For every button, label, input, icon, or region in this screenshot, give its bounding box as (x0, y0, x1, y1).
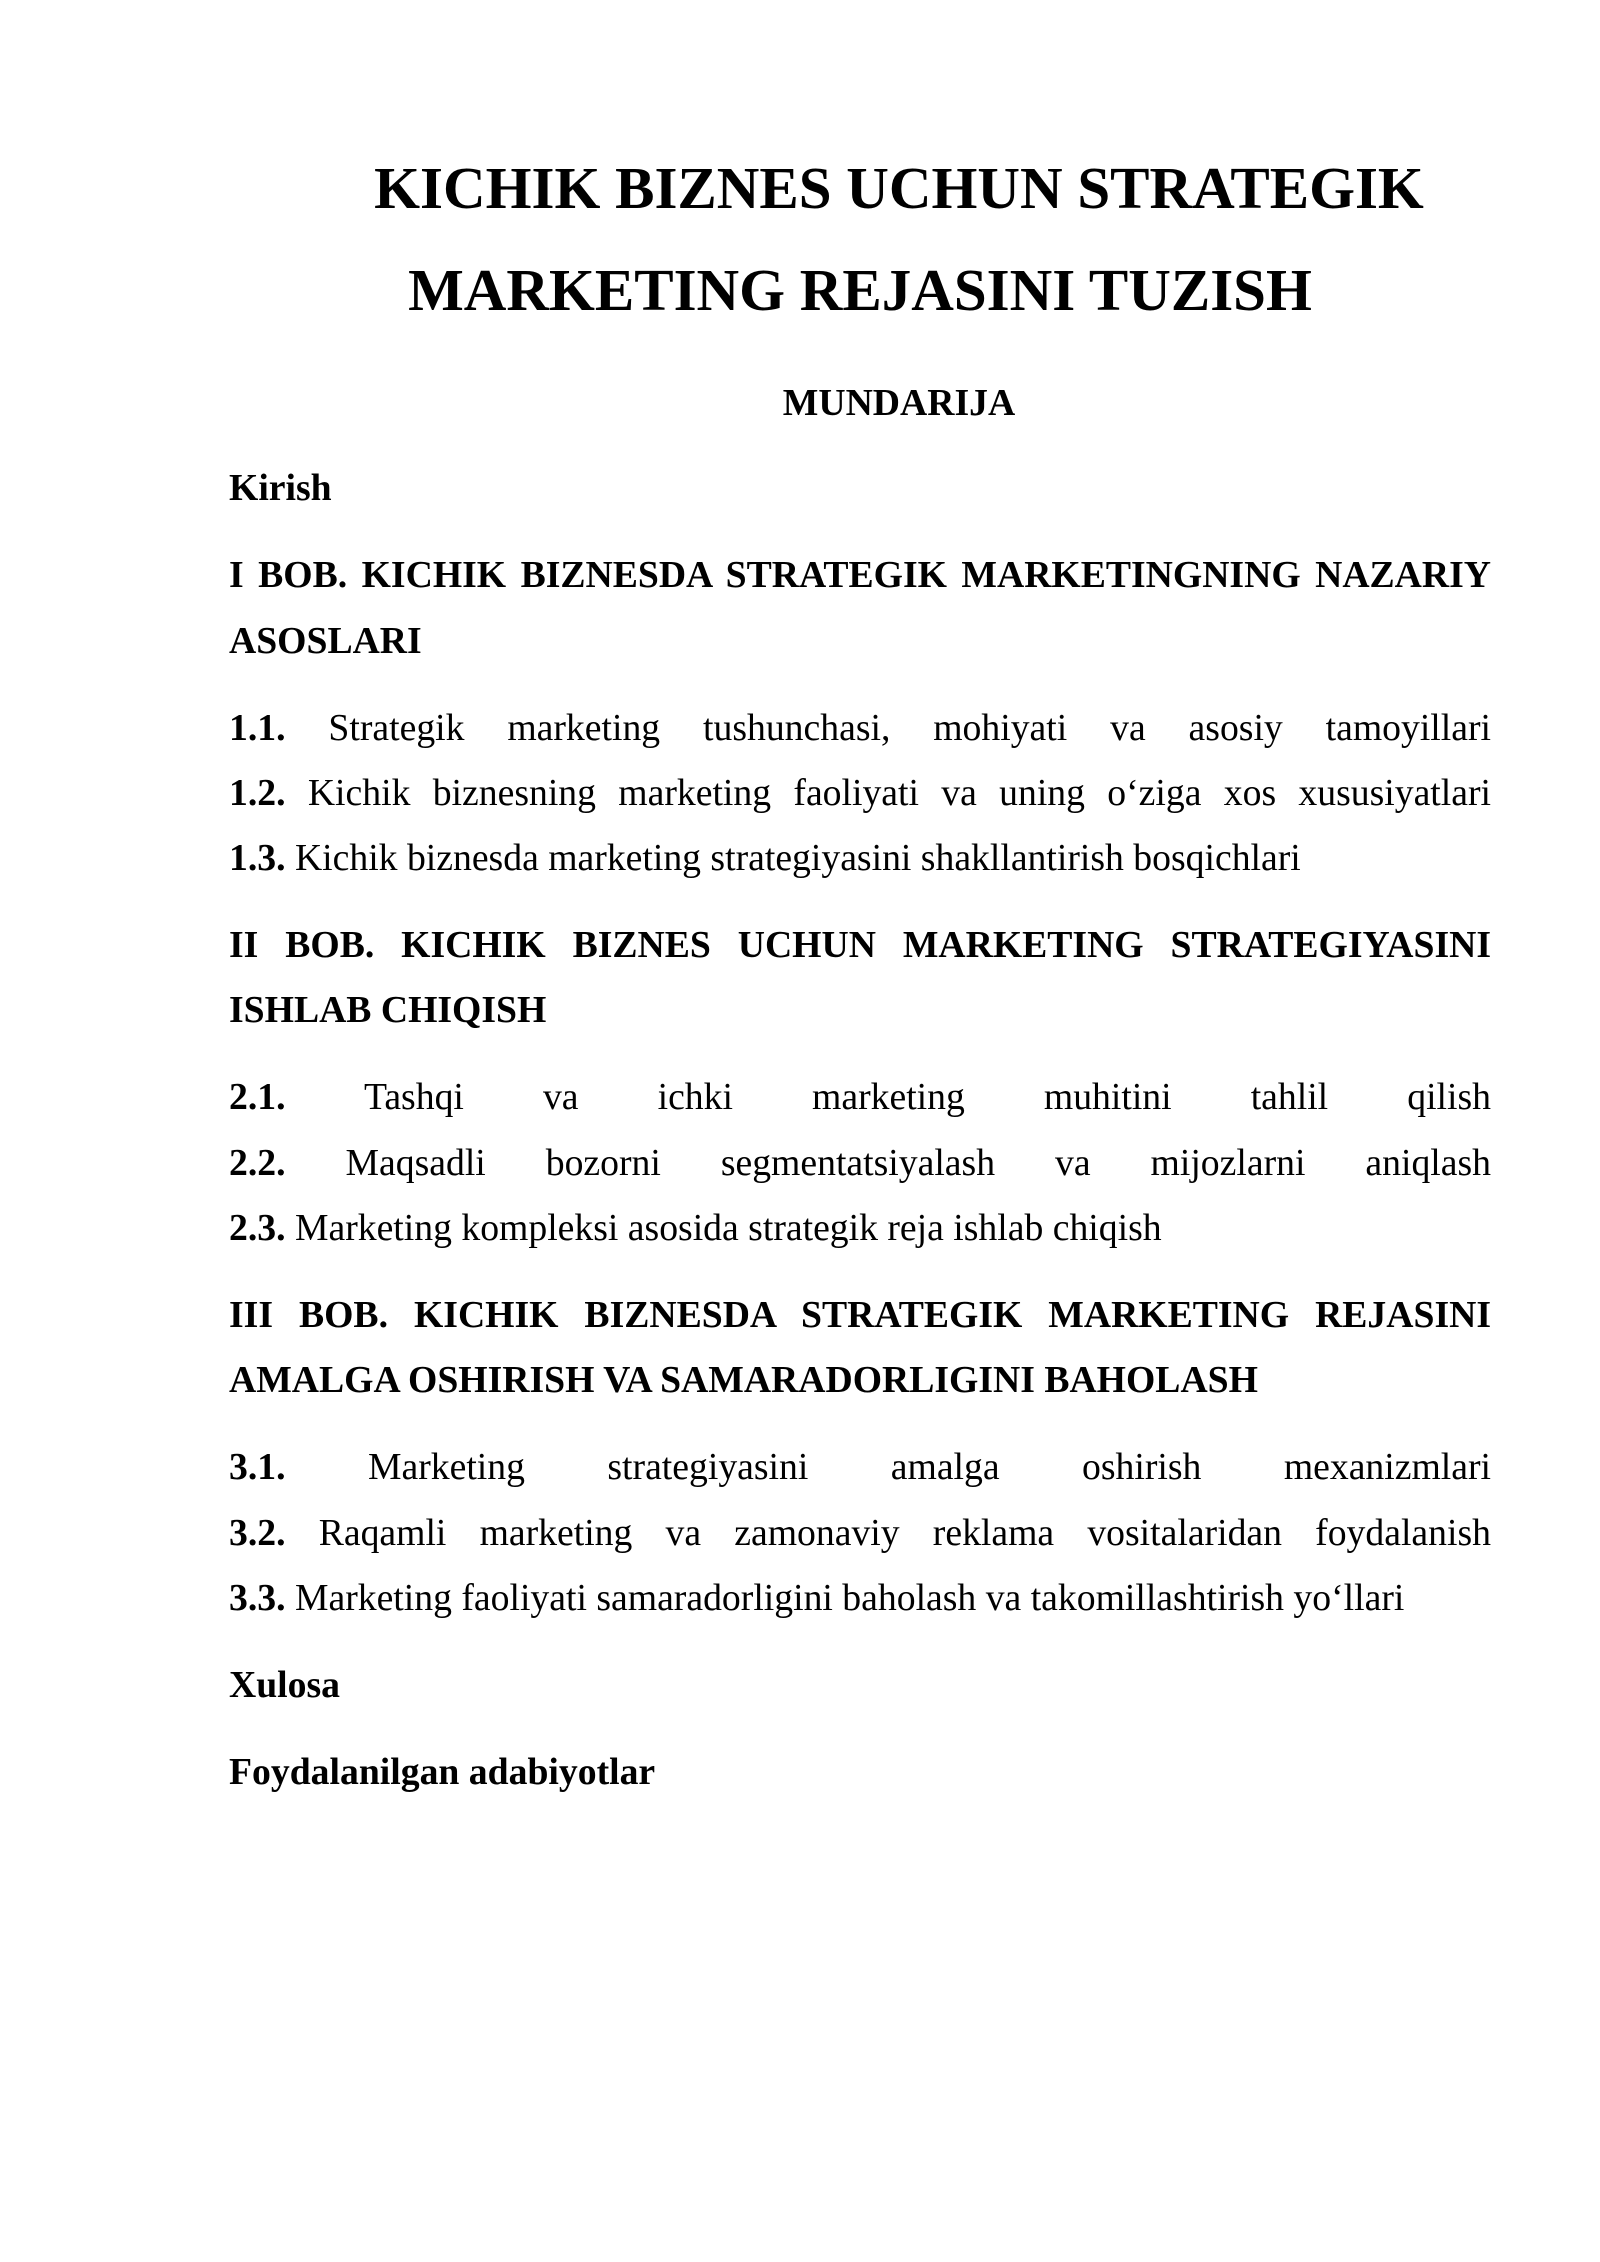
section-number: 1.1. (229, 706, 286, 749)
chapter-heading-3 (229, 1283, 1491, 1414)
toc-entry-conclusion: Xulosa (229, 1663, 341, 1706)
chapter-sections-3 (229, 1435, 1491, 1631)
toc-entry-section (229, 1501, 1491, 1566)
toc-entry-references: Foydalanilgan adabiyotlar (229, 1750, 656, 1793)
section-number: 3.2. (229, 1511, 286, 1554)
toc-entry-intro: Kirish (229, 467, 332, 510)
chapter-heading-line: ISHLAB CHIQISH (229, 989, 547, 1032)
chapter-sections-1 (229, 696, 1491, 892)
chapter-heading-line: I BOB. KICHIK BIZNESDA STRATEGIK MARKETINGNING NAZARIY (229, 554, 1491, 597)
toc-entry-section (229, 696, 1491, 761)
section-title: Maqsadli bozorni segmentatsiyalash va mijozlarni aniqlash (345, 1141, 1491, 1184)
section-number: 3.1. (229, 1446, 286, 1489)
document-title: KICHIK BIZNES UCHUN STRATEGIK MARKETING REJASINI TUZISH (374, 155, 1424, 323)
section-title: Marketing faoliyati samaradorligini baholash va takomillashtirish yo‘llari (294, 1576, 1405, 1619)
section-title: Kichik biznesning marketing faoliyati va uning o‘ziga xos xususiyatlari (307, 771, 1492, 814)
chapter-heading-line: II BOB. KICHIK BIZNES UCHUN MARKETING STRATEGIYASINI (229, 924, 1491, 967)
chapter-heading-line: AMALGA OSHIRISH VA SAMARADORLIGINI BAHOLASH (229, 1359, 1258, 1402)
toc-entry-section (229, 761, 1491, 826)
document-content (229, 138, 1491, 1805)
toc-entry-section (229, 1065, 1491, 1130)
toc-entry-section (229, 1566, 1491, 1631)
toc-entry-section (229, 1131, 1491, 1196)
toc-entry-section (229, 1196, 1491, 1261)
section-title: Kichik biznesda marketing strategiyasini shakllantirish bosqichlari (294, 837, 1301, 880)
section-title: Tashqi va ichki marketing muhitini tahlil qilish (363, 1076, 1491, 1119)
chapter-heading-line: III BOB. KICHIK BIZNESDA STRATEGIK MARKETING REJASINI (229, 1293, 1491, 1336)
section-title: Raqamli marketing va zamonaviy reklama vositalaridan foydalanish (318, 1511, 1491, 1554)
section-number: 2.2. (229, 1141, 286, 1184)
chapter-heading-2 (229, 913, 1491, 1044)
toc-entry-section (229, 1435, 1491, 1500)
chapter-sections-2 (229, 1065, 1491, 1261)
section-number: 1.2. (229, 771, 286, 814)
toc-entry-section (229, 826, 1491, 891)
section-title: Strategik marketing tushunchasi, mohiyati va asosiy tamoyillari (328, 706, 1491, 749)
section-title: Marketing kompleksi asosida strategik reja ishlab chiqish (294, 1207, 1162, 1249)
toc-heading: MUNDARIJA (782, 381, 1016, 424)
section-number: 3.3. (229, 1576, 286, 1619)
section-number: 1.3. (229, 837, 286, 880)
section-number: 2.1. (229, 1076, 286, 1119)
section-number: 2.3. (229, 1207, 286, 1249)
chapter-heading-1 (229, 543, 1491, 674)
chapter-heading-line: ASOSLARI (229, 619, 422, 662)
section-title: Marketing strategiyasini amalga oshirish mexanizmlari (367, 1446, 1492, 1489)
